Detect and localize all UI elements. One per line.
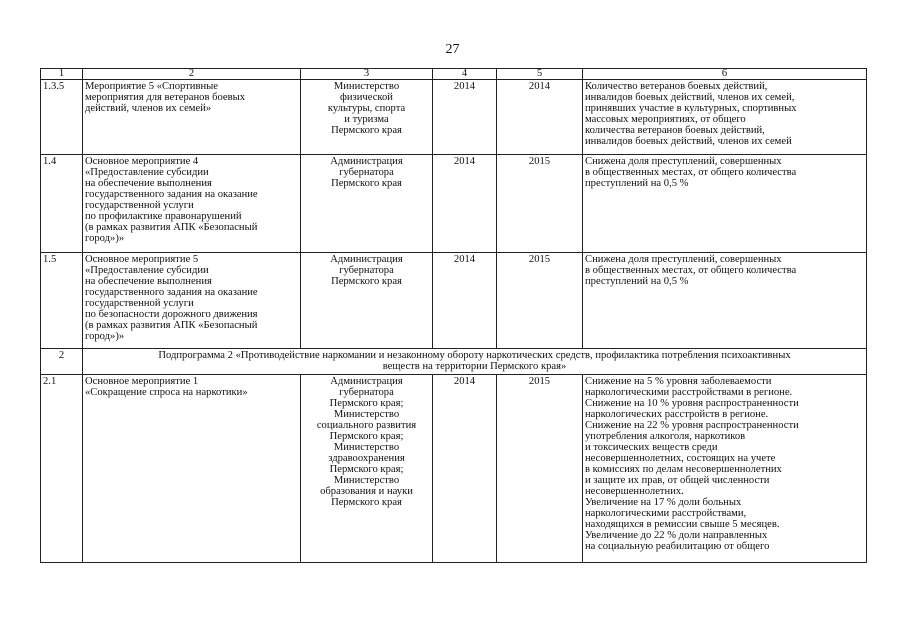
responsible-org: Министерство физической культуры, спорта и туризма Пермского края — [301, 80, 433, 155]
responsible-org: Администрация губернатора Пермского края — [301, 253, 433, 349]
activity-name: Основное мероприятие 1 «Сокращение спроса на наркотики» — [83, 375, 301, 563]
start-year: 2014 — [433, 375, 497, 563]
end-year: 2015 — [497, 253, 583, 349]
header-col-4: 4 — [433, 69, 497, 80]
page-number: 27 — [445, 42, 460, 57]
row-number: 1.5 — [41, 253, 83, 349]
row-number: 1.3.5 — [41, 80, 83, 155]
header-row — [41, 69, 867, 80]
expected-result: Снижение на 5 % уровня заболеваемости наркологическими расстройствами в регионе. Снижение на 10 % уровня распространенности наркологических расстройств в регионе. Снижение на 22 % уровня распространенности употребления алкоголя, наркотиков и токсических веществ среди несовершеннолетних, состоящих на учете в комиссиях по делам несовершеннолетних и защите их прав, от общей численности несовершеннолетних. Увеличение на 17 % доли больных наркологическими расстройствами, находящихся в ремиссии свыше 5 месяцев. Увеличение до 22 % доли направленных на социальную реабилитацию от общего — [583, 375, 867, 563]
header-col-5: 5 — [497, 69, 583, 80]
end-year: 2015 — [497, 375, 583, 563]
activity-name: Мероприятие 5 «Спортивные мероприятия для ветеранов боевых действий, членов их семей» — [83, 80, 301, 155]
header-col-6: 6 — [583, 69, 867, 80]
activity-name: Основное мероприятие 4 «Предоставление субсидии на обеспечение выполнения государственного задания на оказание государственной услуги по профилактике правонарушений (в рамках развития АПК «Безопасный город»)» — [83, 155, 301, 253]
start-year: 2014 — [433, 155, 497, 253]
activity-name: Основное мероприятие 5 «Предоставление субсидии на обеспечение выполнения государственного задания на оказание государственной услуги по безопасности дорожного движения (в рамках развития АПК «Безопасный город»)» — [83, 253, 301, 349]
expected-result: Снижена доля преступлений, совершенных в общественных местах, от общего количества преступлений на 0,5 % — [583, 155, 867, 253]
row-number: 2.1 — [41, 375, 83, 563]
start-year: 2014 — [433, 253, 497, 349]
expected-result: Снижена доля преступлений, совершенных в общественных местах, от общего количества преступлений на 0,5 % — [583, 253, 867, 349]
subprogram-row — [41, 349, 867, 375]
end-year: 2015 — [497, 155, 583, 253]
end-year: 2014 — [497, 80, 583, 155]
responsible-org: Администрация губернатора Пермского края; Министерство социального развития Пермского края; Министерство здравоохранения Пермского края; Министерство образования и науки Пермского края — [301, 375, 433, 563]
responsible-org: Администрация губернатора Пермского края — [301, 155, 433, 253]
table-row — [41, 80, 867, 155]
expected-result: Количество ветеранов боевых действий, инвалидов боевых действий, членов их семей, принявших участие в культурных, спортивных массовых мероприятиях, от общего количества ветеранов боевых действий, инвалидов боевых действий, членов их семей — [583, 80, 867, 155]
start-year: 2014 — [433, 80, 497, 155]
header-col-3: 3 — [301, 69, 433, 80]
row-number: 1.4 — [41, 155, 83, 253]
program-table — [40, 68, 867, 563]
header-col-2: 2 — [83, 69, 301, 80]
table-row — [41, 375, 867, 563]
header-col-1: 1 — [41, 69, 83, 80]
subprogram-number: 2 — [41, 349, 83, 375]
table-row — [41, 253, 867, 349]
table-row — [41, 155, 867, 253]
subprogram-title: Подпрограмма 2 «Противодействие наркомании и незаконному обороту наркотических средств, профилактика потребления психоактивных веществ на территории Пермского края» — [83, 349, 867, 375]
